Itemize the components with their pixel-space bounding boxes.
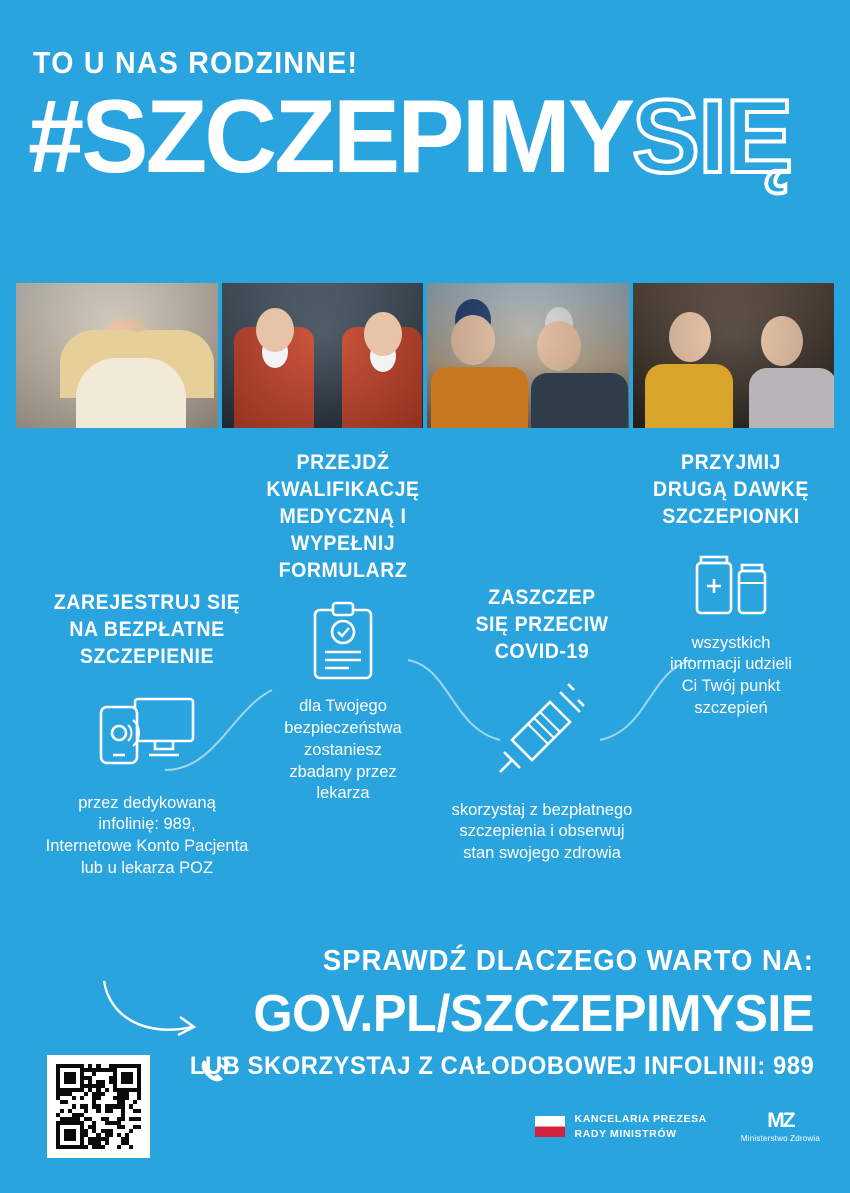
- step-2-title: PRZEJDŹ KWALIFIKACJĘ MEDYCZNĄ I WYPEŁNIJ FORMULARZ: [266, 451, 420, 582]
- hashtag-outline: SIĘ: [632, 79, 793, 195]
- step-1-description: przez dedykowaną infolinię: 989, Internetowe Konto Pacjenta lub u lekarza POZ: [45, 793, 249, 877]
- step-4-description: wszystkich informacji udzieli Ci Twój punkt szczepień: [670, 633, 792, 717]
- step-1-title-line: SZCZEPIENIE: [79, 644, 215, 668]
- phone-ring-icon: [196, 1054, 234, 1093]
- syringe-icon: [432, 678, 652, 790]
- vaccine-vials-icon: [626, 549, 836, 621]
- photo-overlay: [427, 283, 629, 428]
- clipboard-check-icon: [218, 600, 468, 686]
- cta-url[interactable]: GOV.PL/SZCZEPIMYSIE: [253, 985, 814, 1043]
- step-3-description: skorzystaj z bezpłatnego szczepienia i obserwuj stan swojego zdrowia: [451, 800, 633, 863]
- cta-headline: SPRAWDŹ DLACZEGO WARTO NA:: [322, 945, 814, 977]
- step-1-title-line: NA BEZPŁATNE: [69, 617, 225, 641]
- photo-cyclist-and-senior: [427, 283, 629, 428]
- step-2: [218, 450, 468, 805]
- logo-mz-label: Ministerstwo Zdrowia: [740, 1134, 820, 1143]
- photo-overlay: [222, 283, 424, 428]
- hashtag-solid: #SZCZEPIMY: [28, 79, 633, 195]
- qr-code-matrix: [56, 1064, 141, 1149]
- logo-kprm: [535, 1112, 707, 1140]
- step-1-title-line: ZAREJESTRUJ SIĘ: [53, 591, 241, 614]
- logo-mz-mark: MZ: [767, 1109, 794, 1132]
- curved-arrow-icon: [100, 975, 210, 1050]
- logo-ministry-of-health: [741, 1110, 820, 1143]
- step-3-title: ZASZCZEP SIĘ PRZECIW COVID-19: [475, 586, 609, 663]
- step-4-title: PRZYJMIJ DRUGĄ DAWKĘ SZCZEPIONKI: [653, 451, 809, 528]
- photo-paramedics: [222, 283, 424, 428]
- photo-overlay: [16, 283, 218, 428]
- steps-section: [0, 440, 850, 920]
- institution-logos: [535, 1110, 820, 1143]
- photo-overlay: [633, 283, 835, 428]
- polish-flag-icon: [535, 1116, 565, 1137]
- step-2-description: dla Twojego bezpieczeństwa zostaniesz zbadany przez lekarza: [284, 697, 402, 803]
- qr-code[interactable]: [47, 1055, 150, 1158]
- logo-kprm-label: KANCELARIA PREZESA RADY MINISTRÓW: [574, 1113, 707, 1140]
- poster-kicker: TO U NAS RODZINNE!: [33, 45, 359, 80]
- cta-hotline: LUB SKORZYSTAJ Z CAŁODOBOWEJ INFOLINII: 989: [189, 1052, 814, 1080]
- photo-nurse: [16, 283, 218, 428]
- photo-strip: [16, 283, 834, 428]
- step-3: [432, 585, 652, 865]
- step-4: [626, 450, 836, 720]
- page-title: [28, 79, 793, 195]
- photo-women: [633, 283, 835, 428]
